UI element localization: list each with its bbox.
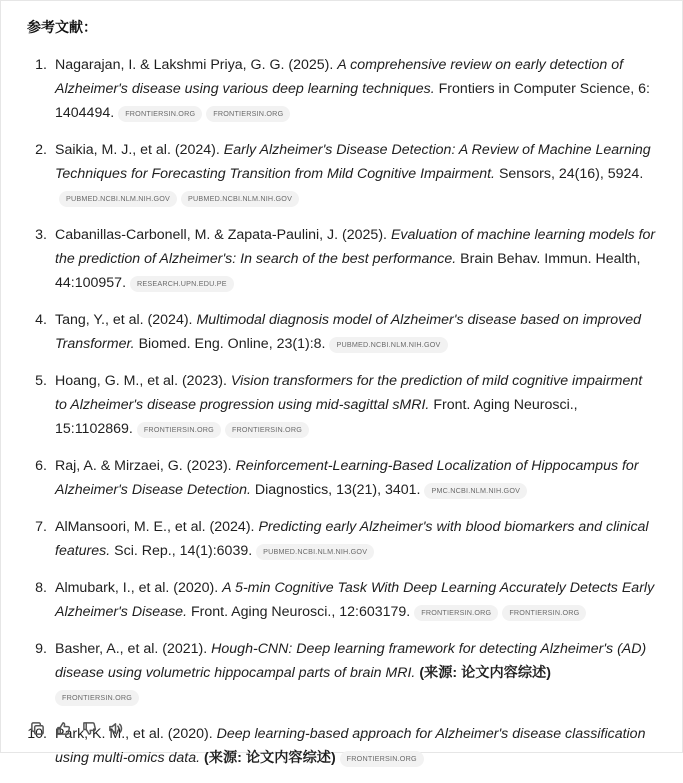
- source-badge[interactable]: FRONTIERSIN.ORG: [414, 605, 498, 621]
- reference-details: Sensors, 24(16), 5924.: [495, 166, 644, 182]
- reference-number: 5.: [35, 373, 47, 389]
- reference-source-note: (来源: 论文内容综述): [419, 665, 551, 681]
- reference-number: 2.: [35, 142, 47, 158]
- reference-authors: Tang, Y., et al. (2024).: [55, 312, 197, 328]
- reference-details: Front. Aging Neurosci., 15:1102869.: [55, 397, 578, 437]
- reference-item: [1, 515, 683, 563]
- reference-list: [1, 53, 683, 783]
- reference-title: Early Alzheimer's Disease Detection: A Review of Machine Learning Techniques for Forecasting Transition from Mild Cognitive Impairment.: [55, 142, 651, 182]
- reference-details: Biomed. Eng. Online, 23(1):8.: [134, 336, 326, 352]
- reference-authors: Cabanillas-Carbonell, M. & Zapata-Paulini, J. (2025).: [55, 227, 391, 243]
- reference-item: [1, 308, 683, 356]
- reference-item: [1, 223, 683, 295]
- reference-authors: Hoang, G. M., et al. (2023).: [55, 373, 231, 389]
- reference-number: 8.: [35, 580, 47, 596]
- reference-title: Multimodal diagnosis model of Alzheimer's disease based on improved Transformer.: [55, 312, 642, 352]
- source-badge[interactable]: FRONTIERSIN.ORG: [340, 751, 424, 767]
- source-badge[interactable]: FRONTIERSIN.ORG: [206, 106, 290, 122]
- reference-number: 10.: [27, 726, 47, 742]
- source-badge[interactable]: PUBMED.NCBI.NLM.NIH.GOV: [181, 191, 299, 207]
- reference-title: Deep learning-based approach for Alzheimer's disease classification using multi-omics data.: [55, 726, 646, 766]
- reference-authors: Basher, A., et al. (2021).: [55, 641, 212, 657]
- reference-item: [1, 454, 683, 502]
- source-badge[interactable]: PUBMED.NCBI.NLM.NIH.GOV: [329, 337, 447, 353]
- reference-title: A 5-min Cognitive Task With Deep Learning Accurately Detects Early Alzheimer's Disease.: [55, 580, 655, 620]
- reference-authors: AlMansoori, M. E., et al. (2024).: [55, 519, 259, 535]
- speaker-icon[interactable]: [107, 720, 123, 736]
- reference-item: [1, 576, 683, 624]
- reference-title: A comprehensive review on early detection of Alzheimer's disease using various deep learning techniques.: [55, 57, 624, 97]
- source-badge[interactable]: FRONTIERSIN.ORG: [55, 690, 139, 706]
- source-badge[interactable]: PUBMED.NCBI.NLM.NIH.GOV: [256, 544, 374, 560]
- reference-item: [1, 53, 683, 125]
- source-badge[interactable]: FRONTIERSIN.ORG: [118, 106, 202, 122]
- reference-details: Frontiers in Computer Science, 6: 1404494.: [55, 81, 650, 121]
- reference-item: [1, 369, 683, 441]
- reference-details: Diagnostics, 13(21), 3401.: [250, 482, 421, 498]
- source-badge[interactable]: PUBMED.NCBI.NLM.NIH.GOV: [59, 191, 177, 207]
- source-badge[interactable]: FRONTIERSIN.ORG: [137, 422, 221, 438]
- reference-authors: Almubark, I., et al. (2020).: [55, 580, 223, 596]
- reference-title: Predicting early Alzheimer's with blood biomarkers and clinical features.: [55, 519, 649, 559]
- reference-number: 1.: [35, 57, 47, 73]
- page-title: 参考文献：: [27, 19, 97, 35]
- source-badge[interactable]: RESEARCH.UPN.EDU.PE: [130, 276, 234, 292]
- source-badge[interactable]: FRONTIERSIN.ORG: [502, 605, 586, 621]
- reference-item: [1, 138, 683, 210]
- reference-title: Evaluation of machine learning models for the prediction of Alzheimer's: In search of the best performance.: [55, 227, 656, 267]
- reference-number: 3.: [35, 227, 47, 243]
- reference-authors: Raj, A. & Mirzaei, G. (2023).: [55, 458, 236, 474]
- reference-details: Sci. Rep., 14(1):6039.: [110, 543, 253, 559]
- action-bar: [29, 720, 123, 736]
- copy-icon[interactable]: [29, 720, 45, 736]
- reference-number: 7.: [35, 519, 47, 535]
- reference-source-note: (来源: 论文内容综述): [204, 750, 336, 766]
- reference-number: 4.: [35, 312, 47, 328]
- reference-authors: Park, K. M., et al. (2020).: [55, 726, 217, 742]
- source-badge[interactable]: PMC.NCBI.NLM.NIH.GOV: [424, 483, 527, 499]
- reference-number: 6.: [35, 458, 47, 474]
- thumbs-down-icon[interactable]: [81, 720, 97, 736]
- reference-number: 9.: [35, 641, 47, 657]
- reference-title: Vision transformers for the prediction of mild cognitive impairment to Alzheimer's disease progression using mid-sagittal sMRI.: [55, 373, 643, 413]
- thumbs-up-icon[interactable]: [55, 720, 71, 736]
- reference-item: [1, 637, 683, 709]
- reference-details: Front. Aging Neurosci., 12:603179.: [187, 604, 411, 620]
- reference-authors: Saikia, M. J., et al. (2024).: [55, 142, 224, 158]
- reference-details: Brain Behav. Immun. Health, 44:100957.: [55, 251, 641, 291]
- reference-title: Reinforcement-Learning-Based Localization of Hippocampus for Alzheimer's Disease Detection.: [55, 458, 639, 498]
- reference-authors: Nagarajan, I. & Lakshmi Priya, G. G. (2025).: [55, 57, 338, 73]
- source-badge[interactable]: FRONTIERSIN.ORG: [225, 422, 309, 438]
- reference-title: Hough-CNN: Deep learning framework for detecting Alzheimer's (AD) disease using volumetric hippocampal parts of brain MRI.: [55, 641, 647, 681]
